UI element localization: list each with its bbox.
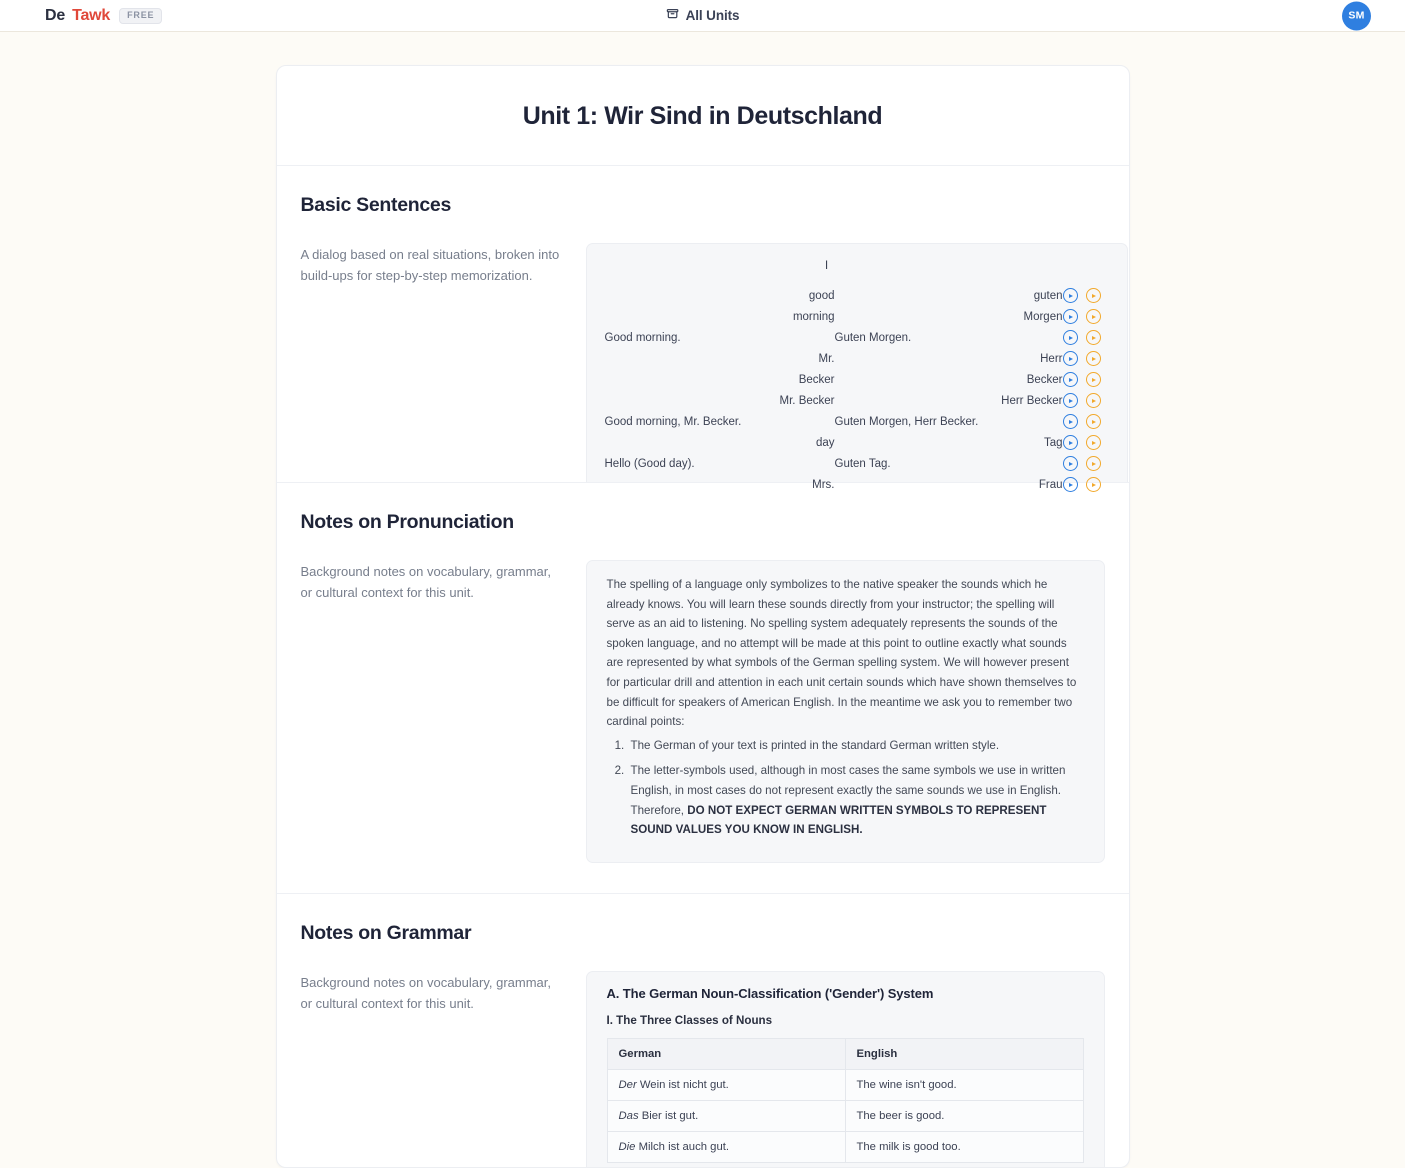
grammar-table-header-row — [607, 1038, 1083, 1069]
play-triangle-icon — [1092, 483, 1096, 487]
dialog-row — [587, 390, 1127, 411]
play-triangle-icon — [1069, 357, 1073, 361]
pronunciation-point-2 — [628, 761, 1084, 839]
grammar-col-german: German — [607, 1038, 845, 1069]
grammar-content — [587, 972, 1104, 1163]
section-heading-grammar: Notes on Grammar — [300, 921, 472, 944]
grammar-cell-english: The wine isn't good. — [845, 1069, 1083, 1100]
play-audio-slow-icon[interactable] — [1086, 456, 1101, 471]
play-audio-normal-icon[interactable] — [1063, 372, 1078, 387]
play-audio-slow-icon[interactable] — [1086, 414, 1101, 429]
play-audio-slow-icon[interactable] — [1086, 351, 1101, 366]
dialog-german-text: Guten Morgen, Herr Becker. — [834, 415, 979, 428]
play-triangle-icon — [1069, 378, 1073, 382]
dialog-english-text: morning — [792, 310, 835, 323]
play-audio-normal-icon[interactable] — [1063, 414, 1078, 429]
play-triangle-icon — [1092, 294, 1096, 298]
plan-badge-free: FREE — [119, 8, 162, 24]
archive-box-icon — [666, 7, 679, 25]
dialog-german-text: Guten Tag. — [834, 457, 891, 470]
pronunciation-point-2-emphasis: DO NOT EXPECT GERMAN WRITTEN SYMBOLS TO REPRESENT SOUND VALUES YOU KNOW IN ENGLISH. — [630, 803, 1047, 837]
play-audio-slow-icon[interactable] — [1086, 330, 1101, 345]
play-triangle-icon — [1069, 336, 1073, 340]
dialog-audio-actions — [1063, 456, 1111, 471]
top-navigation-bar — [0, 0, 1405, 32]
play-audio-normal-icon[interactable] — [1063, 351, 1078, 366]
dialog-english-text: Good morning, Mr. Becker. — [604, 415, 742, 428]
play-audio-slow-icon[interactable] — [1086, 477, 1101, 492]
grammar-table-head — [607, 1038, 1083, 1069]
pronunciation-prose — [587, 561, 1104, 862]
brand-name-second: Tawk — [72, 6, 111, 24]
play-audio-slow-icon[interactable] — [1086, 372, 1101, 387]
pronunciation-paragraph: The spelling of a language only symbolizes to the native speaker the sounds which he already knows. You will learn these sounds directly from your instructor; the spelling will serve as an aid to listening. No spelling system adequately represents the sounds of the spoken language, and no attempt will be made at this point to outline exactly what sounds are represented by what symbols of the German spelling system. We will however present for particular drill and attention in each unit certain sounds which have shown themselves to be difficult for speakers of American English. In the meantime we ask you to remember two cardinal points: — [606, 578, 1077, 729]
section-description-grammar: Background notes on vocabulary, grammar, or cultural context for this unit. — [300, 974, 552, 1011]
play-triangle-icon — [1069, 294, 1073, 298]
dialog-audio-actions — [1063, 393, 1111, 408]
dialog-english-text: day — [815, 436, 835, 449]
play-audio-slow-icon[interactable] — [1086, 435, 1101, 450]
section-description-basic-sentences: A dialog based on real situations, broken into build-ups for step-by-step memorization. — [300, 247, 560, 283]
dialog-audio-actions — [1063, 477, 1111, 492]
dialog-panel — [586, 243, 1128, 491]
dialog-german-text: guten — [1033, 289, 1063, 302]
play-triangle-icon — [1092, 357, 1096, 361]
play-triangle-icon — [1069, 420, 1073, 424]
dialog-row — [587, 453, 1127, 474]
dialog-row — [587, 327, 1127, 348]
section-basic-sentences — [277, 166, 1129, 491]
play-audio-normal-icon[interactable] — [1063, 393, 1078, 408]
grammar-cell-english: The milk is good too. — [856, 1140, 961, 1153]
grammar-table — [607, 1038, 1084, 1163]
play-audio-slow-icon[interactable] — [1086, 393, 1101, 408]
dialog-list — [587, 244, 1127, 495]
grammar-cell-german — [607, 1069, 845, 1100]
play-triangle-icon — [1069, 315, 1073, 319]
dialog-row — [587, 306, 1127, 327]
dialog-audio-actions — [1063, 309, 1111, 324]
dialog-german-text: Guten Morgen. — [834, 331, 912, 344]
play-audio-normal-icon[interactable] — [1063, 477, 1078, 492]
play-audio-slow-icon[interactable] — [1086, 309, 1101, 324]
german-article: Das — [618, 1109, 639, 1122]
dialog-row — [587, 411, 1127, 432]
dialog-audio-actions — [1063, 414, 1111, 429]
play-triangle-icon — [1092, 441, 1096, 445]
dialog-english-text: Becker — [798, 373, 835, 386]
dialog-audio-actions — [1063, 330, 1111, 345]
brand-logo[interactable] — [45, 7, 162, 25]
german-article: Die — [618, 1140, 636, 1153]
nav-all-units[interactable] — [666, 7, 740, 25]
grammar-col-english: English — [845, 1038, 1083, 1069]
page-title: Unit 1: Wir Sind in Deutschland — [522, 102, 883, 130]
play-audio-normal-icon[interactable] — [1063, 435, 1078, 450]
german-sentence-rest: Bier ist gut. — [638, 1109, 699, 1122]
dialog-audio-actions — [1063, 372, 1111, 387]
brand-name-first: De — [45, 6, 66, 24]
dialog-roman-numeral: I — [824, 258, 829, 272]
section-heading-basic-sentences: Basic Sentences — [300, 194, 452, 216]
grammar-subheading-a: A. The German Noun-Classification ('Gender') System — [606, 985, 934, 1001]
play-triangle-icon — [1069, 483, 1073, 487]
pronunciation-panel — [586, 560, 1105, 863]
dialog-rows-container — [587, 285, 1127, 495]
dialog-english-text: Mrs. — [812, 478, 835, 491]
german-sentence-rest: Milch ist auch gut. — [635, 1140, 730, 1153]
german-sentence-rest: Wein ist nicht gut. — [636, 1078, 729, 1091]
dialog-german-text: Tag — [1043, 436, 1063, 449]
section-body-grammar — [301, 971, 1105, 1167]
dialog-row — [587, 432, 1127, 453]
play-triangle-icon — [1069, 462, 1073, 466]
section-body-basic-sentences — [300, 243, 1105, 491]
section-notes-pronunciation — [277, 483, 1129, 894]
dialog-audio-actions — [1063, 288, 1111, 303]
page-content-wrapper — [0, 32, 1405, 1168]
play-triangle-icon — [1092, 399, 1096, 403]
section-body-pronunciation — [301, 560, 1105, 863]
pronunciation-point-2-lead: The letter-symbols used, although in most cases the same symbols we use in written English, in most cases do not represent exactly the same sounds we use in English. Therefore, — [630, 764, 1066, 817]
avatar-initials: SM — [1348, 9, 1365, 22]
dialog-row — [587, 369, 1127, 390]
play-audio-slow-icon[interactable] — [1086, 288, 1101, 303]
pronunciation-point-1: 1. The German of your text is printed in the standard German written style. — [628, 736, 1084, 756]
user-avatar[interactable] — [1342, 1, 1371, 30]
grammar-cell-german — [607, 1131, 845, 1162]
grammar-cell-german — [607, 1100, 845, 1131]
grammar-subheading-i: I. The Three Classes of Nouns — [606, 1013, 773, 1027]
grammar-table-body — [607, 1069, 1083, 1162]
play-audio-normal-icon[interactable] — [1063, 288, 1078, 303]
dialog-audio-actions — [1063, 435, 1111, 450]
dialog-german-text: Herr — [1040, 352, 1063, 365]
dialog-english-text: Hello (Good day). — [604, 457, 695, 470]
play-triangle-icon — [1069, 441, 1073, 445]
section-notes-grammar — [277, 894, 1129, 1167]
dialog-german-text: Becker — [1026, 373, 1063, 386]
dialog-german-text: Morgen — [1023, 310, 1063, 323]
play-triangle-icon — [1092, 315, 1096, 319]
table-row — [607, 1131, 1083, 1162]
dialog-german-text: Herr Becker — [1001, 394, 1063, 407]
play-triangle-icon — [1069, 399, 1073, 403]
nav-all-units-label: All Units — [685, 8, 740, 23]
grammar-cell-english: The beer is good. — [845, 1100, 1083, 1131]
unit-card — [276, 65, 1130, 1168]
play-triangle-icon — [1092, 336, 1096, 340]
play-triangle-icon — [1092, 462, 1096, 466]
play-triangle-icon — [1092, 420, 1096, 424]
dialog-row — [587, 474, 1127, 495]
table-row — [607, 1100, 1083, 1131]
dialog-german-text: Frau — [1038, 478, 1063, 491]
play-triangle-icon — [1092, 378, 1096, 382]
play-audio-normal-icon[interactable] — [1063, 309, 1078, 324]
table-row — [607, 1069, 1083, 1100]
dialog-english-text: Good morning. — [604, 331, 681, 344]
german-article: Der — [618, 1078, 637, 1091]
dialog-row — [587, 348, 1127, 369]
dialog-english-text: good — [808, 289, 835, 302]
play-audio-normal-icon[interactable] — [1063, 456, 1078, 471]
play-audio-normal-icon[interactable] — [1063, 330, 1078, 345]
dialog-audio-actions — [1063, 351, 1111, 366]
section-heading-pronunciation: Notes on Pronunciation — [300, 511, 514, 533]
pronunciation-points-list — [624, 736, 1084, 840]
grammar-panel — [586, 971, 1105, 1167]
unit-title-area — [277, 66, 1129, 166]
dialog-english-text: Mr. — [818, 352, 835, 365]
dialog-row — [587, 285, 1127, 306]
dialog-english-text: Mr. Becker — [779, 394, 835, 407]
section-description-pronunciation: Background notes on vocabulary, grammar, or cultural context for this unit. — [300, 564, 552, 600]
